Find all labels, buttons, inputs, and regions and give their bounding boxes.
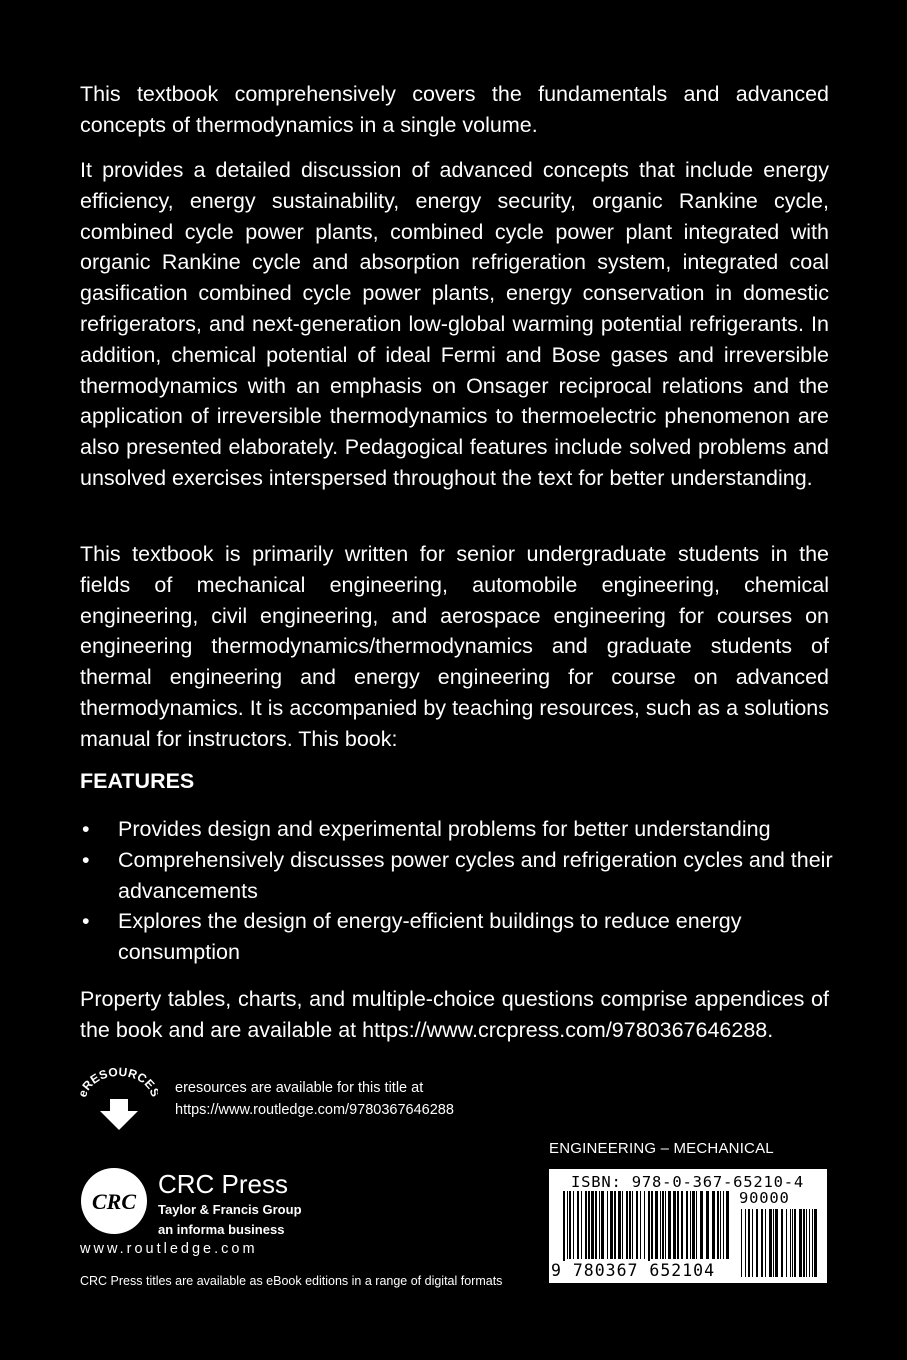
barcode-addon-bar [752, 1209, 753, 1277]
barcode-addon-bar [761, 1209, 763, 1277]
barcode-addon-bar [756, 1209, 758, 1277]
ebook-footnote: CRC Press titles are available as eBook editions in a range of digital formats [80, 1274, 503, 1288]
feature-text: Comprehensively discusses power cycles and refrigeration cycles and their advancements [118, 847, 833, 903]
barcode-addon-bar [812, 1209, 813, 1277]
barcode-bar [655, 1191, 658, 1259]
barcode-bar [573, 1191, 574, 1259]
barcode-bar [681, 1191, 683, 1259]
barcode-addon-bar [809, 1209, 810, 1277]
crc-press-logo [80, 1167, 148, 1235]
isbn-text: ISBN: 978-0-367-65210-4 [571, 1173, 805, 1191]
bullet-icon: • [82, 847, 90, 872]
price-code: 90000 [739, 1189, 790, 1207]
barcode-addon-bar [775, 1209, 778, 1277]
eresources-url: https://www.routledge.com/9780367646288 [175, 1102, 454, 1118]
barcode-addon-bar [745, 1209, 746, 1277]
publisher-website: www.routledge.com [80, 1241, 258, 1257]
intro-paragraph: This textbook comprehensively covers the fundamentals and advanced concepts of thermodynamics in a single volume. [80, 82, 829, 137]
barcode-bar [563, 1191, 565, 1265]
feature-text: Provides design and experimental problems for better understanding [118, 817, 771, 841]
barcode-bar [665, 1191, 666, 1259]
barcode-bar [591, 1191, 594, 1259]
barcode-bar [660, 1191, 661, 1259]
isbn-barcode [549, 1169, 827, 1283]
barcode-addon-bar [803, 1209, 805, 1277]
barcode-addon-bar [799, 1209, 802, 1277]
closing-paragraph: Property tables, charts, and multiple-choice questions comprise appendices of the book and are available at https://www.crcpress.com/9780367646288. [80, 987, 829, 1042]
bullet-icon: • [82, 817, 90, 841]
barcode-bar [686, 1191, 688, 1259]
barcode-bar [640, 1191, 641, 1259]
barcode-bar [622, 1191, 623, 1259]
bullet-icon: • [82, 909, 90, 934]
barcode-bar [720, 1191, 721, 1259]
barcode-bar [595, 1191, 597, 1259]
barcode-bar [629, 1191, 631, 1259]
barcode-addon-bar [765, 1209, 766, 1277]
barcode-bar [601, 1191, 604, 1259]
barcode-bar [677, 1191, 679, 1259]
barcode-bar [706, 1191, 709, 1259]
barcode-bar [692, 1191, 695, 1259]
barcode-addon-bar [794, 1209, 796, 1277]
barcode-addon-bar [814, 1209, 817, 1277]
barcode-addon-bar [781, 1209, 783, 1277]
barcode-bar [588, 1191, 590, 1259]
barcode-bar [662, 1191, 664, 1259]
barcode-bar [626, 1191, 628, 1259]
barcode-bar [610, 1191, 613, 1259]
features-list [80, 814, 840, 968]
barcode-addon-bar [748, 1209, 750, 1277]
detail-paragraph: It provides a detailed discussion of advanced concepts that include energy efficiency, energy sustainability, energy security, organic Rankine cycle, combined cycle power plants, combined cycle power plant integrated with organic Rankine cycle and absorption refrigeration system, integrated coal gasification combined cycle power plants, energy conservation in domestic refrigerators, and next-generation low-global warming potential refrigerants. In addition, chemical potential of ideal Fermi and Bose gases and irreversible thermodynamics with an emphasis on Onsager reciprocal relations and the application of irreversible thermodynamics to thermoelectric phenomenon are also presented elaborately. Pedagogical features include solved problems and unsolved exercises interspersed throughout the text for better understanding. [80, 158, 829, 490]
barcode-bar [581, 1191, 582, 1259]
barcode-digits: 9 780367 652104 [551, 1261, 716, 1280]
publisher-tagline: an informa business [158, 1222, 285, 1237]
barcode-addon-bar [786, 1209, 787, 1277]
barcode-addon-bar [790, 1209, 791, 1277]
eresources-download-icon [80, 1066, 158, 1132]
barcode-addon-bar [806, 1209, 807, 1277]
barcode-addon-bar [741, 1209, 742, 1277]
barcode-addon-bar [792, 1209, 793, 1277]
barcode-bar [614, 1191, 616, 1259]
barcode-bar [668, 1191, 671, 1259]
barcode-bar [577, 1191, 579, 1259]
barcode-bar [690, 1191, 691, 1259]
subject-category: ENGINEERING – MECHANICAL [549, 1140, 774, 1157]
barcode-bar [723, 1191, 724, 1259]
barcode-bar [567, 1191, 568, 1259]
publisher-name: CRC Press [158, 1169, 289, 1199]
eresources-line: eresources are available for this title at [175, 1080, 424, 1096]
barcode-bar [696, 1191, 697, 1259]
feature-item [80, 906, 840, 968]
barcode-addon-bar [769, 1209, 772, 1277]
barcode-bar [632, 1191, 633, 1259]
barcode-bar [700, 1191, 703, 1259]
barcode-bar [648, 1191, 650, 1265]
barcode-bar [599, 1191, 600, 1259]
feature-text: Explores the design of energy-efficient buildings to reduce energy consumption [118, 909, 742, 965]
barcode-bar [712, 1191, 715, 1259]
barcode-bar [636, 1191, 638, 1259]
barcode-bar [607, 1191, 608, 1259]
eresources-note [175, 1077, 454, 1121]
eresources-icon-label: RESOURCE [80, 1066, 158, 1094]
barcode-bar [651, 1191, 653, 1259]
svg-text:eRESOURCES [80, 1066, 158, 1099]
feature-item [80, 845, 840, 907]
feature-item [80, 814, 840, 845]
barcode-bar [585, 1191, 587, 1259]
barcode-bar [726, 1191, 729, 1259]
barcode-addon-bar [773, 1209, 774, 1277]
audience-paragraph: This textbook is primarily written for senior undergraduate students in the fields of mechanical engineering, automobile engineering, chemical engineering, civil engineering, and aerospace engineering for courses on engineering thermodynamics/thermodynamics and graduate students of thermal engineering and energy engineering for course on advanced thermodynamics. It is accompanied by teaching resources, such as a solutions manual for instructors. This book: [80, 542, 829, 751]
features-heading: FEATURES [80, 769, 195, 793]
publisher-group [158, 1200, 302, 1240]
crc-logo-text: CRC [91, 1189, 137, 1214]
barcode-bar [618, 1191, 621, 1259]
publisher-group-name: Taylor & Francis Group [158, 1202, 302, 1217]
barcode-bar [569, 1191, 571, 1259]
barcode-bar [717, 1191, 719, 1259]
barcode-bar [644, 1191, 645, 1259]
barcode-bar [673, 1191, 676, 1259]
